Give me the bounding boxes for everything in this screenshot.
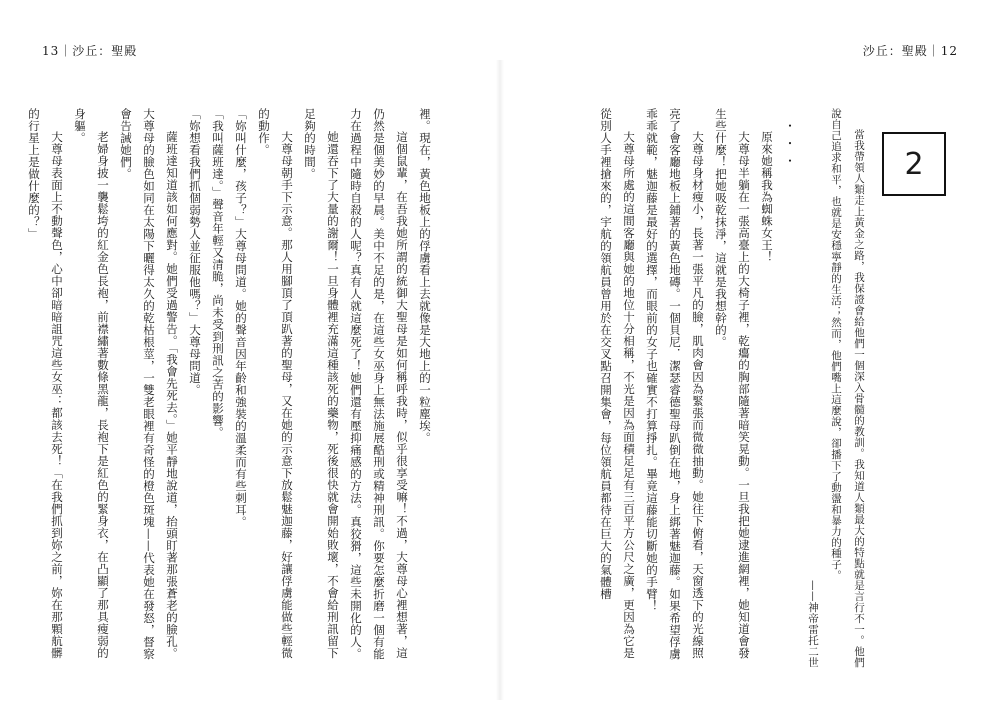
chapter-number: 2 bbox=[904, 146, 924, 182]
paragraph: 「我叫薩班達。」聲音年輕又清脆，尚未受到刑訊之苦的影響。 bbox=[211, 108, 225, 439]
page-header-right: 沙丘：聖殿｜12 bbox=[862, 44, 958, 58]
paragraph: 裡。現在，黃色地板上的俘虜看上去就像是大地上的一粒塵埃。 bbox=[418, 108, 432, 444]
epigraph-signature: ——神帝雷托二世 bbox=[807, 580, 819, 668]
paragraph: 原來她稱我為蜘蛛女王！ bbox=[760, 131, 774, 263]
paragraph: 大尊母朝手下示意。那人用腳頂了頂趴著的聖母，又在她的示意下放鬆魅迦藤，好讓俘虜能做些輕微的動作。 bbox=[257, 108, 294, 659]
paragraph: 這個鼠輩，在吾我她所謂的統御大聖母是如何稱呼我時，似乎很享受嘛！不過，大尊母心裡想著，這仍然是個美妙的早晨。美中不足的是，在這些女巫身上無法施展酷刑或精神刑訊。你要怎麼折磨一個有能力在過程中隨時自殺的人呢？真有人就這麼死了！她們還有壓抑痛感的方法。真狡猾，這些未開化的人。 bbox=[349, 108, 409, 660]
paragraph: 大尊母半躺在一張高臺上的大椅子裡，乾癟的胸部隨著暗笑晃動。一旦我把她逮進網裡，她知道會發生些什麼！把她吸乾抹淨，這就是我想幹的。 bbox=[714, 108, 751, 659]
paragraph: 薩班達知道該如何應對。她們受過警告。「我會先死去。」她平靜地說道，抬頭盯著那張蒼老的臉孔。大尊母的臉色如同在太陽下曬得太久的乾枯根莖，一雙老眼裡有奇怪的橙色斑塊——代表她在發怒，督察會告誡她們。 bbox=[119, 108, 179, 660]
left-page-text bbox=[27, 108, 436, 668]
paragraph: 「妳叫什麼，孩子？」大尊母問道。她的聲音因年齡和強裝的溫柔而有些刺耳。 bbox=[234, 108, 248, 528]
epigraph-text: 當我帶領人類走上黃金之路，我保證會給他們一個深入骨髓的教訓。我知道人類最大的特點就是言行不一。他們說自己追求和平，也就是安穩寧靜的生活；然而，他們嘴上這麼說，卻播下了動盪和暴力的種子。 bbox=[830, 108, 865, 668]
chapter-number-box bbox=[882, 132, 946, 196]
paragraph: 大尊母表面上不動聲色，心中卻暗暗詛咒這些女巫：都該去死！「在我們抓到妳之前，妳在那顆航髒的行星上是做什麼的？」 bbox=[27, 108, 64, 659]
paragraph: 大尊母身材瘦小，長著一張平凡的臉，肌肉會因為緊張而微微抽動。她往下俯看，天窗透下的光線照亮了會客廳地板上鋪著的黃色地磚。一個貝尼．潔瑟睿德聖母趴倒在地，身上綁著魅迦藤。如果希望俘虜乖乖就範，魅迦藤是最好的選擇，而眼前的女子也確實不打算掙扎。畢竟這藤能切斷她的手臂！ bbox=[645, 108, 705, 660]
paragraph: 她還吞下了大量的謝爾！一旦身體裡充滿這種該死的藥物，死後很快就會開始敗壞，不會給刑訊留下足夠的時間。 bbox=[303, 108, 340, 659]
right-page-text bbox=[570, 108, 870, 668]
book-gutter bbox=[496, 60, 504, 700]
paragraph: 「妳想看我們抓個弱勢人並征服他嗎？」大尊母問道。 bbox=[188, 108, 202, 396]
paragraph: 老婦身披一襲鬆垮的紅金色長袍，前襟繡著數條黑龍，長袍下是紅色的緊身衣，在凸顯了那具瘦弱的身軀。 bbox=[73, 108, 110, 659]
paragraph: 大尊母所處的這間客廳與她的地位十分相稱，不光是因為面積足足有三百平方公尺之廣，更因為它是從別人手裡搶來的，宇航的領航員曾用於在交叉點召開集會，每位領航員都待在巨大的氣體槽 bbox=[599, 108, 636, 659]
section-separator: ・・・ bbox=[783, 119, 797, 172]
page-header-left: 13｜沙丘：聖殿 bbox=[42, 44, 138, 58]
